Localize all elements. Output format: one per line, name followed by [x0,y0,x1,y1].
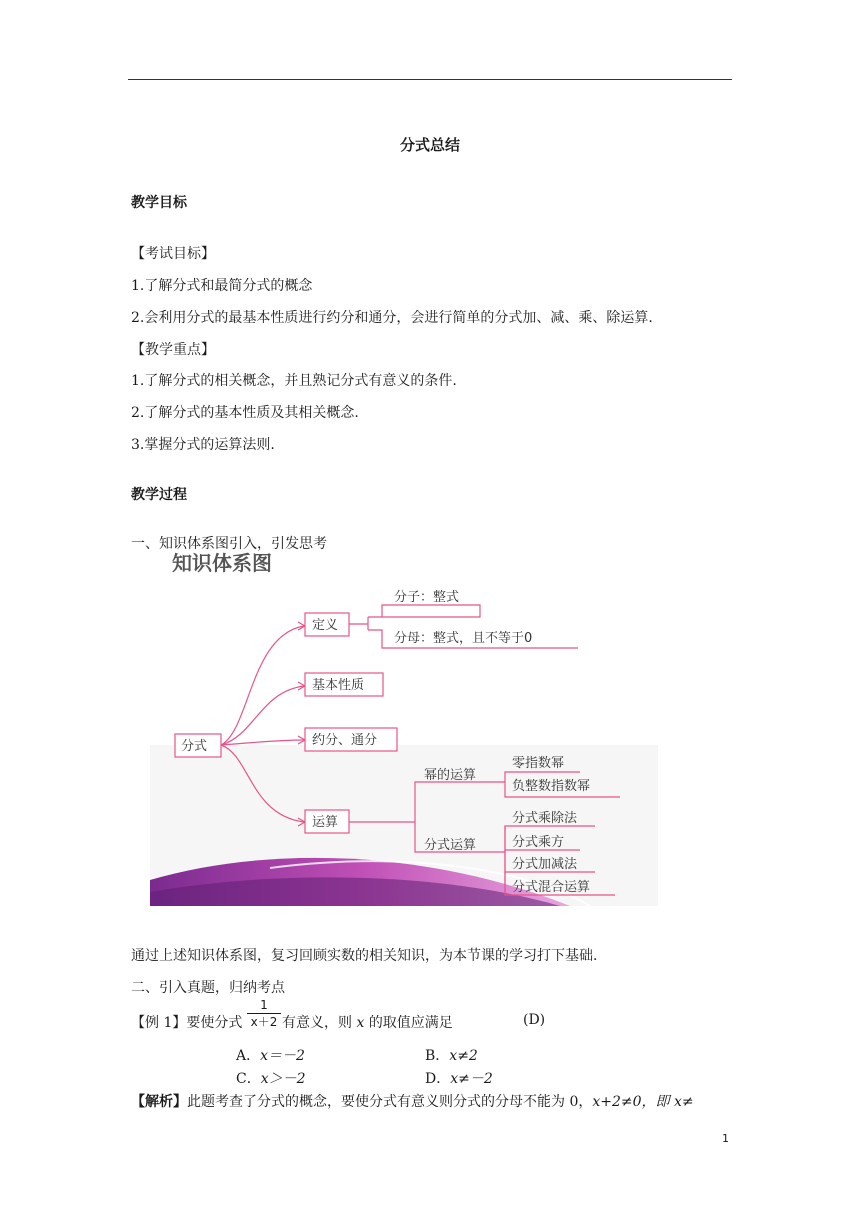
key-points-label: 【教学重点】 [131,342,215,358]
header-rule [128,79,732,80]
option-d [425,1068,493,1088]
example-label: 【例 1】 [131,1015,187,1031]
option-b [425,1045,478,1065]
analysis-expr: x+2≠0，即 x≠ [592,1094,694,1110]
example-answer: (D) [523,1012,546,1028]
exam-goal-item: 1.了解分式和最简分式的概念 [131,278,313,294]
page-title: 分式总结 [399,136,460,154]
key-point-item: 2.了解分式的基本性质及其相关概念. [131,405,359,421]
fraction-bar [247,1013,281,1014]
node-basic-property: 基本性质 [312,678,365,693]
example-variable: x [356,1015,365,1031]
connector [221,740,304,745]
connector [221,686,304,745]
analysis-text: 此题考查了分式的概念，要使分式有意义则分式的分母不能为 0， [187,1094,593,1110]
analysis-line [131,1091,694,1111]
option-expr: x＞－2 [260,1071,306,1087]
option-letter: A． [236,1048,261,1064]
fraction-item: 分式加减法 [512,857,578,872]
example-text: 有意义，则 [282,1015,352,1031]
example-line-rest [282,1012,453,1032]
diagram-title: 知识体系图 [172,551,272,575]
def-denominator: 分母：整式，且不等于0 [394,631,533,646]
page-number: 1 [722,1132,729,1145]
key-point-item: 3.掌握分式的运算法则. [131,437,275,453]
option-expr: x＝－2 [260,1048,305,1064]
connector [368,605,480,617]
power-item: 负整数指数幂 [512,779,591,794]
power-item: 零指数幂 [512,756,565,771]
def-numerator: 分子：整式 [394,590,460,605]
option-letter: D． [425,1071,451,1087]
section-heading-process: 教学过程 [131,487,187,503]
analysis-label: 【解析】 [131,1094,187,1110]
node-reduce-common: 约分、通分 [312,733,378,748]
option-c [236,1068,306,1088]
part1-heading: 一、知识体系图引入，引发思考 [131,536,327,552]
group-power-ops: 幂的运算 [424,768,477,783]
node-definition: 定义 [312,618,339,633]
part2-heading: 二、引入真题，归纳考点 [131,980,285,996]
fraction-item: 分式乘方 [512,835,565,850]
knowledge-diagram [150,550,658,906]
fraction-denominator: x＋2 [250,1015,278,1029]
fraction-numerator: 1 [260,998,268,1012]
node-operation: 运算 [312,815,339,830]
example-text: 要使分式 [186,1015,243,1031]
connector [349,617,368,630]
example-fraction [247,998,281,1029]
exam-goal-label: 【考试目标】 [131,246,215,262]
example-line [131,1012,242,1032]
node-root: 分式 [181,739,208,754]
option-letter: B． [425,1048,450,1064]
example-text: 的取值应满足 [368,1015,453,1031]
option-expr: x≠－2 [450,1071,493,1087]
exam-goal-item: 2.会利用分式的最基本性质进行约分和通分，会进行简单的分式加、减、乘、除运算. [131,310,653,326]
connector [221,626,304,745]
section-heading-goals: 教学目标 [131,195,187,211]
diagram-summary: 通过上述知识体系图，复习回顾实数的相关知识，为本节课的学习打下基础. [131,948,598,964]
key-point-item: 1.了解分式的相关概念，并且熟记分式有意义的条件. [131,373,457,389]
fraction-item: 分式乘除法 [512,811,578,826]
option-letter: C． [236,1071,261,1087]
group-fraction-ops: 分式运算 [424,838,477,853]
option-a [236,1045,305,1065]
fraction-item: 分式混合运算 [512,880,591,895]
option-expr: x≠2 [449,1048,478,1064]
